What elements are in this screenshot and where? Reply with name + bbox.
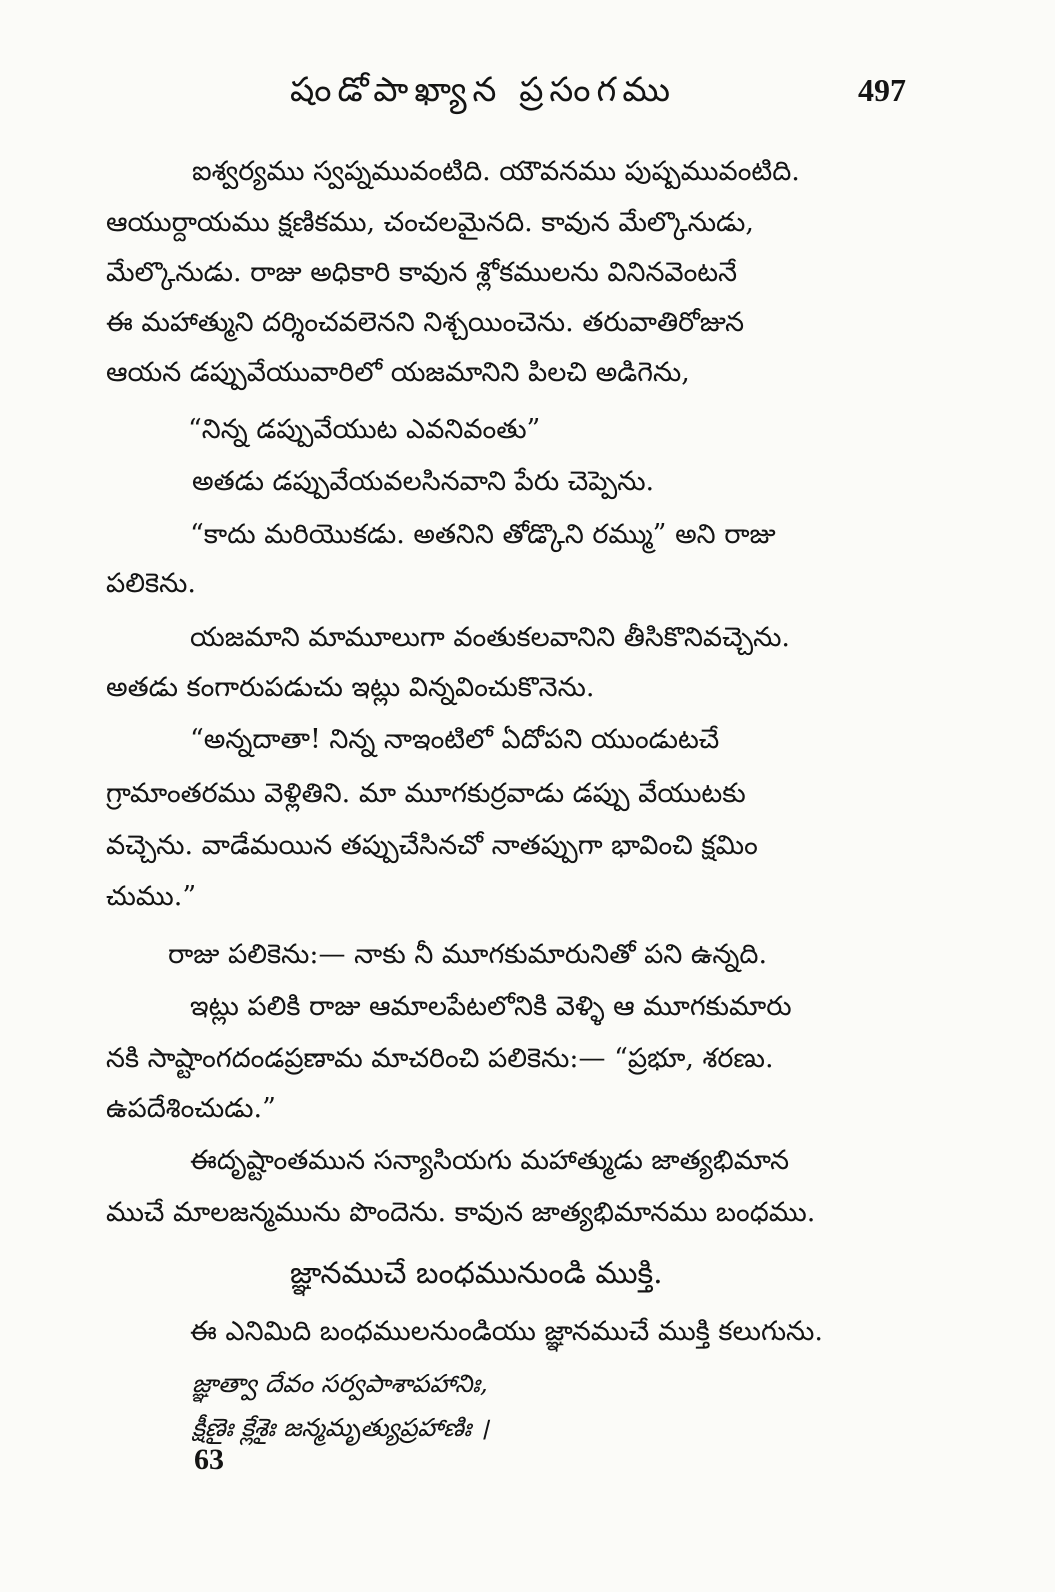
text-line: ఈ మహాత్ముని దర్శించవలెనని నిశ్చయించెను. తరువాతిరోజున [106,307,745,338]
text-line: ఈదృష్టాంతమున సన్యాసియగు మహాత్ముడు జాత్యభిమాన [190,1145,790,1176]
text-line: వచ్చెను. వాడేమయిన తప్పుచేసినచో నాతప్పుగా భావించి క్షమిం [106,830,758,861]
text-line: అతడు కంగారుపడుచు ఇట్లు విన్నవించుకొనెను. [106,672,595,703]
verse-line: జ్ఞాత్వా దేవం సర్వపాశాపహానిః, [192,1369,488,1398]
text-line: పలికెను. [106,568,196,599]
text-line: చుము.” [106,881,197,912]
text-line: నకి సాష్టాంగదండప్రణామ మాచరించి పలికెను:— “ప్రభూ, శరణు. [106,1043,774,1074]
text-line: మేల్కొనుడు. రాజు అధికారి కావున శ్లోకములను వినినవెంటనే [106,257,738,288]
text-line: ఇట్లు పలికి రాజు ఆమాలపేటలోనికి వెళ్ళి ఆ మూగకుమారు [190,991,792,1022]
text-line: యజమాని మామూలుగా వంతుకలవానిని తీసికొనివచ్చెను. [190,622,791,653]
text-line: గ్రామాంతరము వెళ్లితిని. మా మూగకుర్రవాడు డప్పు వేయుటకు [106,778,746,809]
section-heading: జ్ఞానముచే బంధమునుండి ముక్తి. [290,1256,663,1291]
text-line: ఈ ఎనిమిది బంధములనుండియు జ్ఞానముచే ముక్తి కలుగును. [190,1316,823,1347]
text-line: అతడు డప్పువేయవలసినవాని పేరు చెప్పెను. [192,466,655,497]
text-line: “నిన్న డప్పువేయుట ఎవనివంతు” [188,414,541,445]
text-line: ఉపదేశించుడు.” [106,1093,276,1124]
text-line: ఐశ్వర్యము స్వప్నమువంటిది. యౌవనము పుష్పమువంటిది. [192,156,800,187]
folio-number: 63 [194,1443,224,1476]
running-title: షండోపాఖ్యాన ప్రసంగము [290,70,677,110]
page-number: 497 [858,72,906,108]
page-header [0,70,1055,120]
text-line: ఆయుర్దాయము క్షణికము, చంచలమైనది. కావున మేల్కొనుడు, [106,207,754,238]
verse-line: క్షీణైః క్లేశైః జన్మమృత్యుప్రహాణిః । [192,1413,489,1442]
text-line: ముచే మాలజన్మమును పొందెను. కావున జాత్యభిమానము బంధము. [106,1197,816,1228]
text-line: రాజు పలికెను:— నాకు నీ మూగకుమారునితో పని ఉన్నది. [168,939,768,970]
text-line: “అన్నదాతా! నిన్న నాఇంటిలో ఏదోపని యుండుటచే [190,724,720,755]
text-line: “కాదు మరియొకడు. అతనిని తోడ్కొని రమ్ము” అని రాజు [190,519,776,550]
text-line: ఆయన డప్పువేయువారిలో యజమానిని పిలచి అడిగెను, [106,357,690,388]
